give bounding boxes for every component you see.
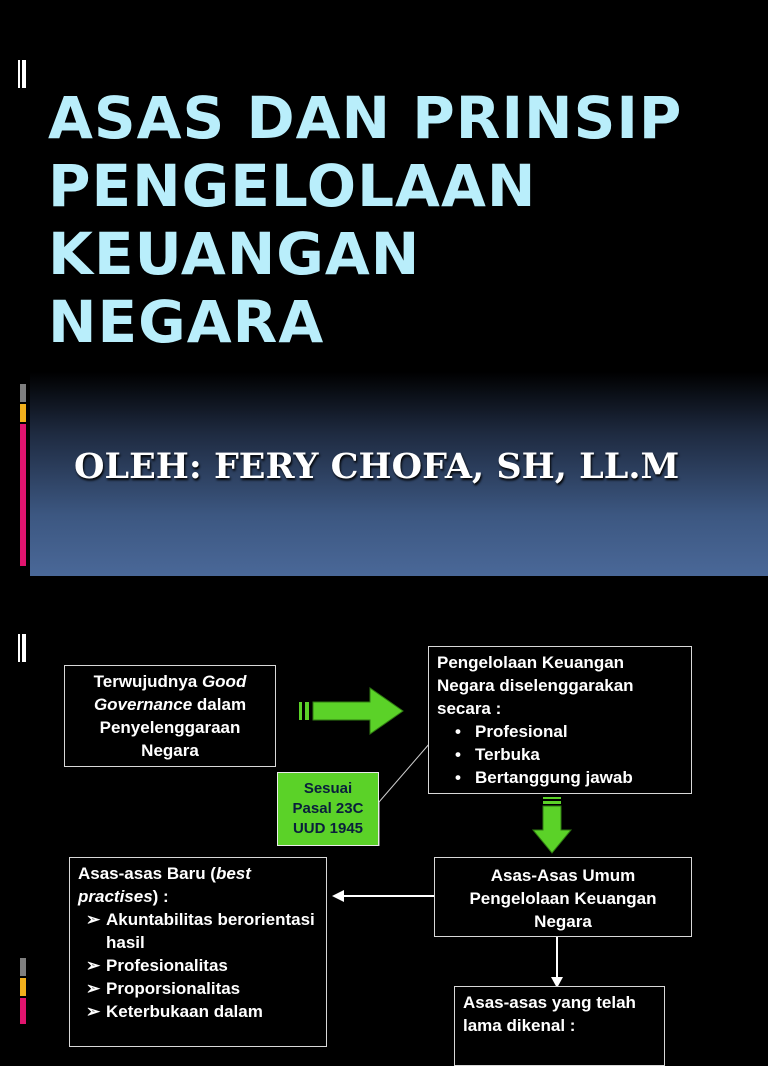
asas-baru-post: ) : xyxy=(152,887,169,906)
asas-baru-italic: best practises xyxy=(78,864,251,906)
sesuai-pasal-text: Sesuai Pasal 23C UUD 1945 xyxy=(292,780,364,837)
green-down-arrow-icon xyxy=(533,797,571,853)
title-line-3: KEUANGAN xyxy=(48,220,421,288)
list-item-label: Akuntabilitas berorientasi hasil xyxy=(106,910,315,952)
asas-baru-box xyxy=(69,857,327,1047)
accent-strip-yellow xyxy=(20,404,26,422)
title-content xyxy=(30,0,768,576)
good-governance-post: dalam Penyelenggaraan Negara xyxy=(99,695,247,760)
list-item xyxy=(78,977,318,1000)
accent-strip-gray xyxy=(20,384,26,402)
left-arrow-icon xyxy=(332,890,434,902)
asas-umum-box xyxy=(434,857,692,937)
list-item-label: Proporsionalitas xyxy=(106,979,241,998)
title-line-4: NEGARA xyxy=(48,288,325,356)
list-item xyxy=(78,954,318,977)
author-subtitle: OLEH: FERY CHOFA, SH, LL.M xyxy=(74,446,680,487)
list-item-label: Profesionalitas xyxy=(106,956,228,975)
accent-strip-pink xyxy=(20,424,26,566)
green-right-arrow-icon xyxy=(299,688,403,734)
bullet-icon: • xyxy=(455,722,461,741)
arrow-bullet-icon: ➢ xyxy=(86,979,101,998)
pengelolaan-box xyxy=(428,646,692,794)
asas-baru-list xyxy=(78,908,318,1023)
list-item-label: Keterbukaan dalam xyxy=(106,1002,263,1021)
title-line-2: PENGELOLAAN xyxy=(48,152,537,220)
list-item xyxy=(78,1000,318,1023)
asas-baru-heading xyxy=(78,862,318,908)
good-governance-pre: Terwujudnya xyxy=(93,672,202,691)
arrow-bullet-icon: ➢ xyxy=(86,910,101,929)
list-item xyxy=(437,720,683,743)
bullet-icon: • xyxy=(455,768,461,787)
down-arrow-icon xyxy=(551,936,563,988)
asas-lama-text: Asas-asas yang telah lama dikenal : xyxy=(463,993,636,1035)
pengelolaan-list xyxy=(437,720,683,789)
good-governance-italic: Good Governance xyxy=(93,672,247,714)
slide-marker-icon xyxy=(18,60,26,88)
marker-bars-icon xyxy=(18,60,26,88)
asas-lama-box xyxy=(454,986,665,1066)
list-item xyxy=(437,743,683,766)
asas-umum-text: Asas-Asas Umum Pengelolaan Keuangan Negara xyxy=(469,866,657,931)
list-item-label: Bertanggung jawab xyxy=(475,768,633,787)
arrow-bullet-icon: ➢ xyxy=(86,1002,101,1021)
pengelolaan-heading: Pengelolaan Keuangan Negara diselenggarakan secara : xyxy=(437,653,634,718)
bullet-icon: • xyxy=(455,745,461,764)
arrow-bullet-icon: ➢ xyxy=(86,956,101,975)
good-governance-box xyxy=(64,665,276,767)
callout-line xyxy=(379,743,430,802)
diagram-slide xyxy=(0,576,768,1035)
sesuai-pasal-box xyxy=(277,772,379,846)
list-item-label: Profesional xyxy=(475,722,568,741)
title-line-1: ASAS DAN PRINSIP xyxy=(48,84,683,152)
list-item xyxy=(437,766,683,789)
list-item xyxy=(78,908,318,954)
asas-baru-pre: Asas-asas Baru ( xyxy=(78,864,216,883)
list-item-label: Terbuka xyxy=(475,745,540,764)
